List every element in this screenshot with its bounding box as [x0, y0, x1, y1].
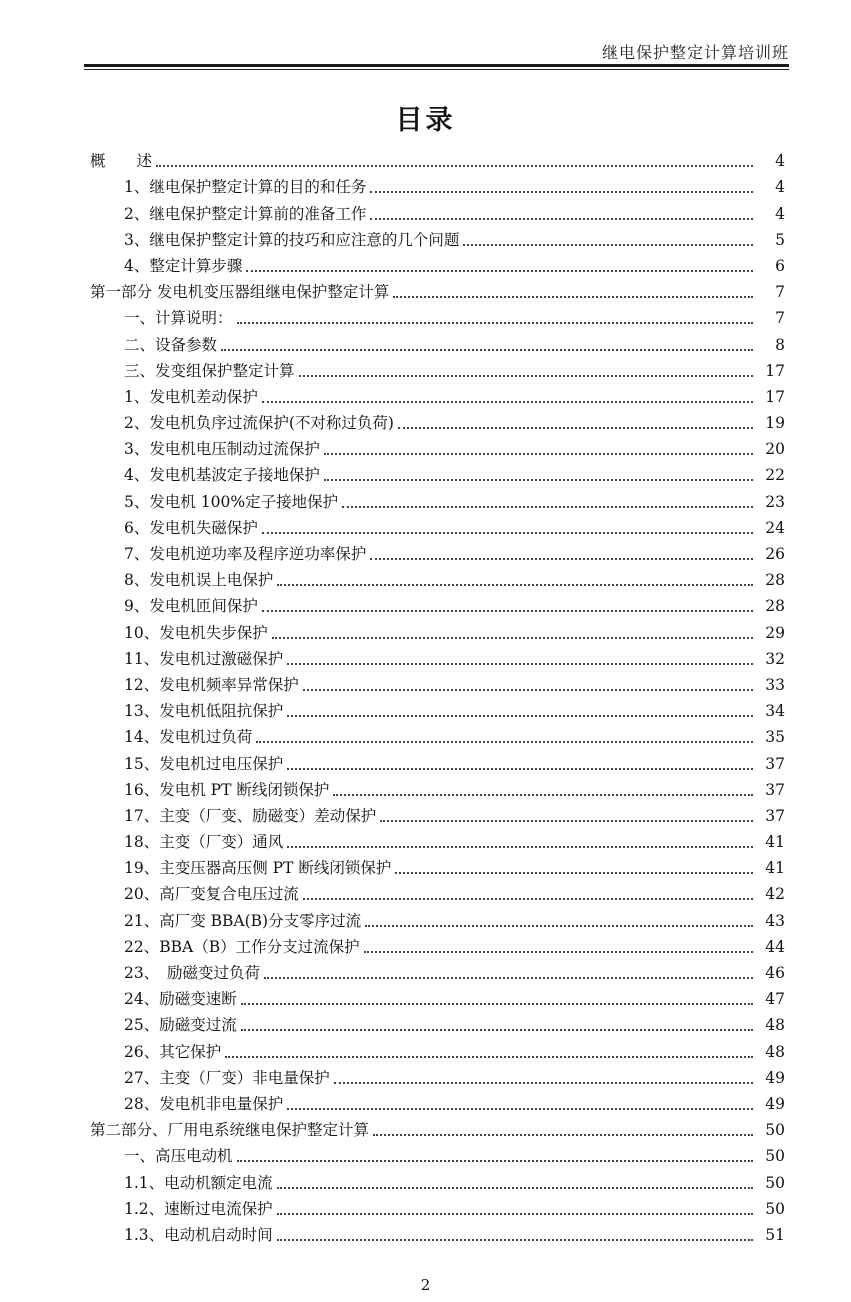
- toc-entry-label: 4、发电机基波定子接地保护: [124, 466, 320, 485]
- toc-entry-label: 2、发电机负序过流保护(不对称过负荷): [124, 414, 394, 433]
- toc-dot-leader: [277, 1239, 753, 1241]
- toc-entry-label: 27、主变（厂变）非电量保护: [124, 1068, 330, 1087]
- toc-entry-label: 18、主变（厂变）通风: [124, 833, 284, 852]
- toc-entry-page: 23: [765, 492, 785, 511]
- toc-dot-leader: [334, 1082, 753, 1084]
- toc-dot-leader: [287, 768, 753, 770]
- toc-entry[interactable]: [0, 826, 851, 852]
- toc-dot-leader: [398, 427, 753, 429]
- toc-dot-leader: [262, 532, 753, 534]
- toc-entry-label: 22、BBA（B）工作分支过流保护: [124, 937, 360, 956]
- toc-entry-label: 一、计算说明：: [124, 309, 233, 328]
- toc-dot-leader: [246, 270, 753, 272]
- toc-entry-page: 37: [765, 754, 785, 773]
- toc-entry-page: 17: [765, 387, 785, 406]
- toc-entry-page: 28: [765, 597, 785, 616]
- toc-entry[interactable]: [0, 407, 851, 433]
- toc-dot-leader: [287, 663, 753, 665]
- toc-entry-label: 1.2、速断过电流保护: [124, 1199, 273, 1218]
- toc-entry[interactable]: [0, 302, 851, 328]
- toc-dot-leader: [364, 951, 753, 953]
- toc-entry[interactable]: [0, 931, 851, 957]
- toc-entry[interactable]: [0, 800, 851, 826]
- toc-entry-page: 49: [765, 1068, 785, 1087]
- toc-entry[interactable]: [0, 276, 851, 302]
- toc-entry[interactable]: [0, 459, 851, 485]
- toc-dot-leader: [237, 322, 753, 324]
- toc-entry[interactable]: [0, 328, 851, 354]
- toc-dot-leader: [370, 218, 753, 220]
- toc-entry-label: 26、其它保护: [124, 1042, 222, 1061]
- toc-dot-leader: [241, 1029, 753, 1031]
- toc-dot-leader: [333, 794, 753, 796]
- toc-entry-label: 8、发电机误上电保护: [124, 571, 274, 590]
- toc-dot-leader: [365, 925, 753, 927]
- toc-entry[interactable]: [0, 983, 851, 1009]
- toc-dot-leader: [287, 715, 753, 717]
- toc-entry-page: 29: [765, 623, 785, 642]
- toc-entry-label: 12、发电机频率异常保护: [124, 675, 299, 694]
- toc-entry-page: 37: [765, 806, 785, 825]
- toc-entry-label: 1、发电机差动保护: [124, 387, 258, 406]
- toc-entry-label: 17、主变（厂变、励磁变）差动保护: [124, 806, 377, 825]
- toc-dot-leader: [463, 244, 753, 246]
- toc-entry[interactable]: [0, 512, 851, 538]
- toc-entry-label: 1.3、电动机启动时间: [124, 1225, 273, 1244]
- toc-dot-leader: [395, 872, 753, 874]
- toc-entry-page: 37: [765, 780, 785, 799]
- table-of-contents: [0, 145, 851, 1245]
- toc-entry-page: 26: [765, 545, 785, 563]
- toc-dot-leader: [287, 846, 753, 848]
- toc-entry[interactable]: [0, 224, 851, 250]
- toc-entry-page: 44: [765, 937, 785, 956]
- toc-entry-label: 13、发电机低阻抗保护: [124, 702, 284, 721]
- toc-dot-leader: [287, 1108, 753, 1110]
- toc-entry-page: 20: [765, 440, 785, 459]
- toc-entry[interactable]: [0, 852, 851, 878]
- toc-entry-label: 3、发电机电压制动过流保护: [124, 440, 320, 459]
- toc-entry-label: 10、发电机失步保护: [124, 623, 268, 642]
- toc-entry-label: 19、主变压器高压侧 PT 断线闭锁保护: [124, 859, 392, 878]
- toc-entry[interactable]: [0, 1009, 851, 1035]
- toc-entry[interactable]: [0, 878, 851, 904]
- toc-entry[interactable]: [0, 145, 851, 171]
- toc-dot-leader: [156, 165, 753, 167]
- toc-dot-leader: [241, 1003, 753, 1005]
- toc-dot-leader: [277, 584, 753, 586]
- toc-dot-leader: [277, 1187, 753, 1189]
- toc-entry[interactable]: [0, 1219, 851, 1245]
- toc-entry-page: 8: [775, 335, 785, 354]
- toc-entry-page: 5: [775, 230, 785, 249]
- toc-entry[interactable]: [0, 695, 851, 721]
- toc-entry-label: 二、设备参数: [124, 335, 218, 354]
- toc-entry[interactable]: [0, 904, 851, 930]
- toc-dot-leader: [221, 349, 753, 351]
- toc-entry[interactable]: [0, 1140, 851, 1166]
- toc-entry[interactable]: [0, 1193, 851, 1219]
- toc-entry-label: 一、高压电动机: [124, 1147, 233, 1166]
- toc-entry-label: 7、发电机逆功率及程序逆功率保护: [124, 545, 367, 563]
- toc-dot-leader: [264, 977, 753, 979]
- toc-dot-leader: [324, 453, 753, 455]
- toc-dot-leader: [237, 1160, 753, 1162]
- toc-entry-label: 28、发电机非电量保护: [124, 1094, 284, 1113]
- toc-dot-leader: [262, 610, 753, 612]
- toc-entry-label: 16、发电机 PT 断线闭锁保护: [124, 780, 330, 799]
- toc-entry-page: 48: [765, 1042, 785, 1061]
- toc-entry-page: 50: [765, 1173, 785, 1192]
- toc-entry[interactable]: [0, 1114, 851, 1140]
- toc-entry-label: 第二部分、厂用电系统继电保护整定计算: [90, 1121, 370, 1140]
- toc-entry-label: 第一部分 发电机变压器组继电保护整定计算: [90, 283, 390, 302]
- toc-entry-label: 2、继电保护整定计算前的准备工作: [124, 204, 367, 223]
- toc-dot-leader: [277, 1213, 753, 1215]
- toc-entry-page: 17: [765, 361, 785, 380]
- toc-entry[interactable]: [0, 957, 851, 983]
- toc-entry-label: 概 述: [90, 152, 153, 171]
- toc-dot-leader: [370, 191, 753, 193]
- toc-entry-page: 6: [775, 256, 785, 275]
- toc-title: 目录: [395, 105, 456, 136]
- toc-entry[interactable]: [0, 616, 851, 642]
- toc-entry-page: 32: [765, 649, 785, 668]
- page-number: 2: [420, 1276, 431, 1294]
- toc-entry-page: 43: [765, 911, 785, 930]
- toc-entry-page: 28: [765, 571, 785, 590]
- toc-entry-label: 24、励磁变速断: [124, 990, 237, 1009]
- toc-dot-leader: [373, 1134, 753, 1136]
- toc-entry[interactable]: [0, 643, 851, 669]
- toc-entry-page: 46: [765, 964, 785, 982]
- toc-entry[interactable]: [0, 564, 851, 590]
- toc-entry[interactable]: [0, 1166, 851, 1192]
- toc-entry[interactable]: [0, 538, 851, 564]
- toc-entry-page: 49: [765, 1094, 785, 1113]
- toc-entry[interactable]: [0, 171, 851, 197]
- toc-entry-label: 6、发电机失磁保护: [124, 518, 258, 537]
- toc-entry-page: 4: [775, 152, 785, 171]
- toc-entry-label: 9、发电机匝间保护: [124, 597, 258, 616]
- toc-entry[interactable]: [0, 1062, 851, 1088]
- toc-entry-page: 50: [765, 1199, 785, 1218]
- toc-entry-label: 11、发电机过激磁保护: [124, 649, 284, 668]
- toc-entry-label: 25、励磁变过流: [124, 1016, 237, 1035]
- toc-entry[interactable]: [0, 721, 851, 747]
- toc-entry[interactable]: [0, 485, 851, 511]
- toc-entry-page: 7: [775, 283, 785, 302]
- toc-entry-page: 33: [765, 675, 785, 694]
- toc-entry-label: 4、整定计算步骤: [124, 256, 243, 275]
- toc-entry[interactable]: [0, 590, 851, 616]
- toc-entry[interactable]: [0, 197, 851, 223]
- toc-entry[interactable]: [0, 355, 851, 381]
- toc-entry-label: 1.1、电动机额定电流: [124, 1173, 273, 1192]
- toc-entry-label: 23、 励磁变过负荷: [124, 964, 260, 982]
- toc-entry[interactable]: [0, 250, 851, 276]
- toc-entry-page: 48: [765, 1016, 785, 1035]
- toc-entry-page: 19: [765, 414, 785, 433]
- toc-dot-leader: [342, 506, 753, 508]
- toc-dot-leader: [370, 558, 753, 560]
- toc-entry-label: 21、高厂变 BBA(B)分支零序过流: [124, 911, 362, 930]
- toc-dot-leader: [303, 689, 753, 691]
- toc-entry-label: 14、发电机过负荷: [124, 728, 253, 747]
- toc-entry-page: 7: [775, 309, 785, 328]
- toc-entry[interactable]: [0, 1088, 851, 1114]
- toc-dot-leader: [225, 1056, 753, 1058]
- toc-entry-page: 41: [765, 833, 785, 852]
- running-header-title: 继电保护整定计算培训班: [601, 43, 789, 62]
- toc-entry-page: 34: [765, 702, 785, 721]
- toc-dot-leader: [380, 820, 753, 822]
- toc-entry-page: 50: [765, 1121, 785, 1140]
- toc-dot-leader: [393, 296, 753, 298]
- toc-dot-leader: [272, 637, 753, 639]
- toc-dot-leader: [303, 898, 753, 900]
- toc-entry-label: 三、发变组保护整定计算: [124, 361, 295, 380]
- toc-entry[interactable]: [0, 669, 851, 695]
- toc-entry-page: 35: [765, 728, 785, 747]
- toc-entry[interactable]: [0, 774, 851, 800]
- toc-entry-page: 24: [765, 518, 785, 537]
- toc-entry-page: 47: [765, 990, 785, 1009]
- toc-entry-page: 50: [765, 1147, 785, 1166]
- toc-entry-page: 41: [765, 859, 785, 878]
- toc-entry-page: 51: [765, 1225, 785, 1244]
- toc-dot-leader: [262, 401, 753, 403]
- toc-entry-label: 15、发电机过电压保护: [124, 754, 284, 773]
- toc-dot-leader: [324, 479, 753, 481]
- toc-entry-page: 4: [775, 178, 785, 197]
- toc-dot-leader: [256, 741, 753, 743]
- toc-entry[interactable]: [0, 433, 851, 459]
- toc-entry[interactable]: [0, 1035, 851, 1061]
- toc-entry[interactable]: [0, 381, 851, 407]
- header-rule: [84, 64, 789, 67]
- toc-entry-label: 20、高厂变复合电压过流: [124, 885, 299, 904]
- toc-entry[interactable]: [0, 747, 851, 773]
- toc-entry-page: 22: [765, 466, 785, 485]
- toc-entry-label: 3、继电保护整定计算的技巧和应注意的几个问题: [124, 230, 460, 249]
- toc-dot-leader: [299, 375, 753, 377]
- toc-entry-label: 1、继电保护整定计算的目的和任务: [124, 178, 367, 197]
- toc-entry-page: 42: [765, 885, 785, 904]
- toc-entry-page: 4: [775, 204, 785, 223]
- header-rule-thin: [84, 69, 789, 70]
- toc-entry-label: 5、发电机 100%定子接地保护: [124, 492, 339, 511]
